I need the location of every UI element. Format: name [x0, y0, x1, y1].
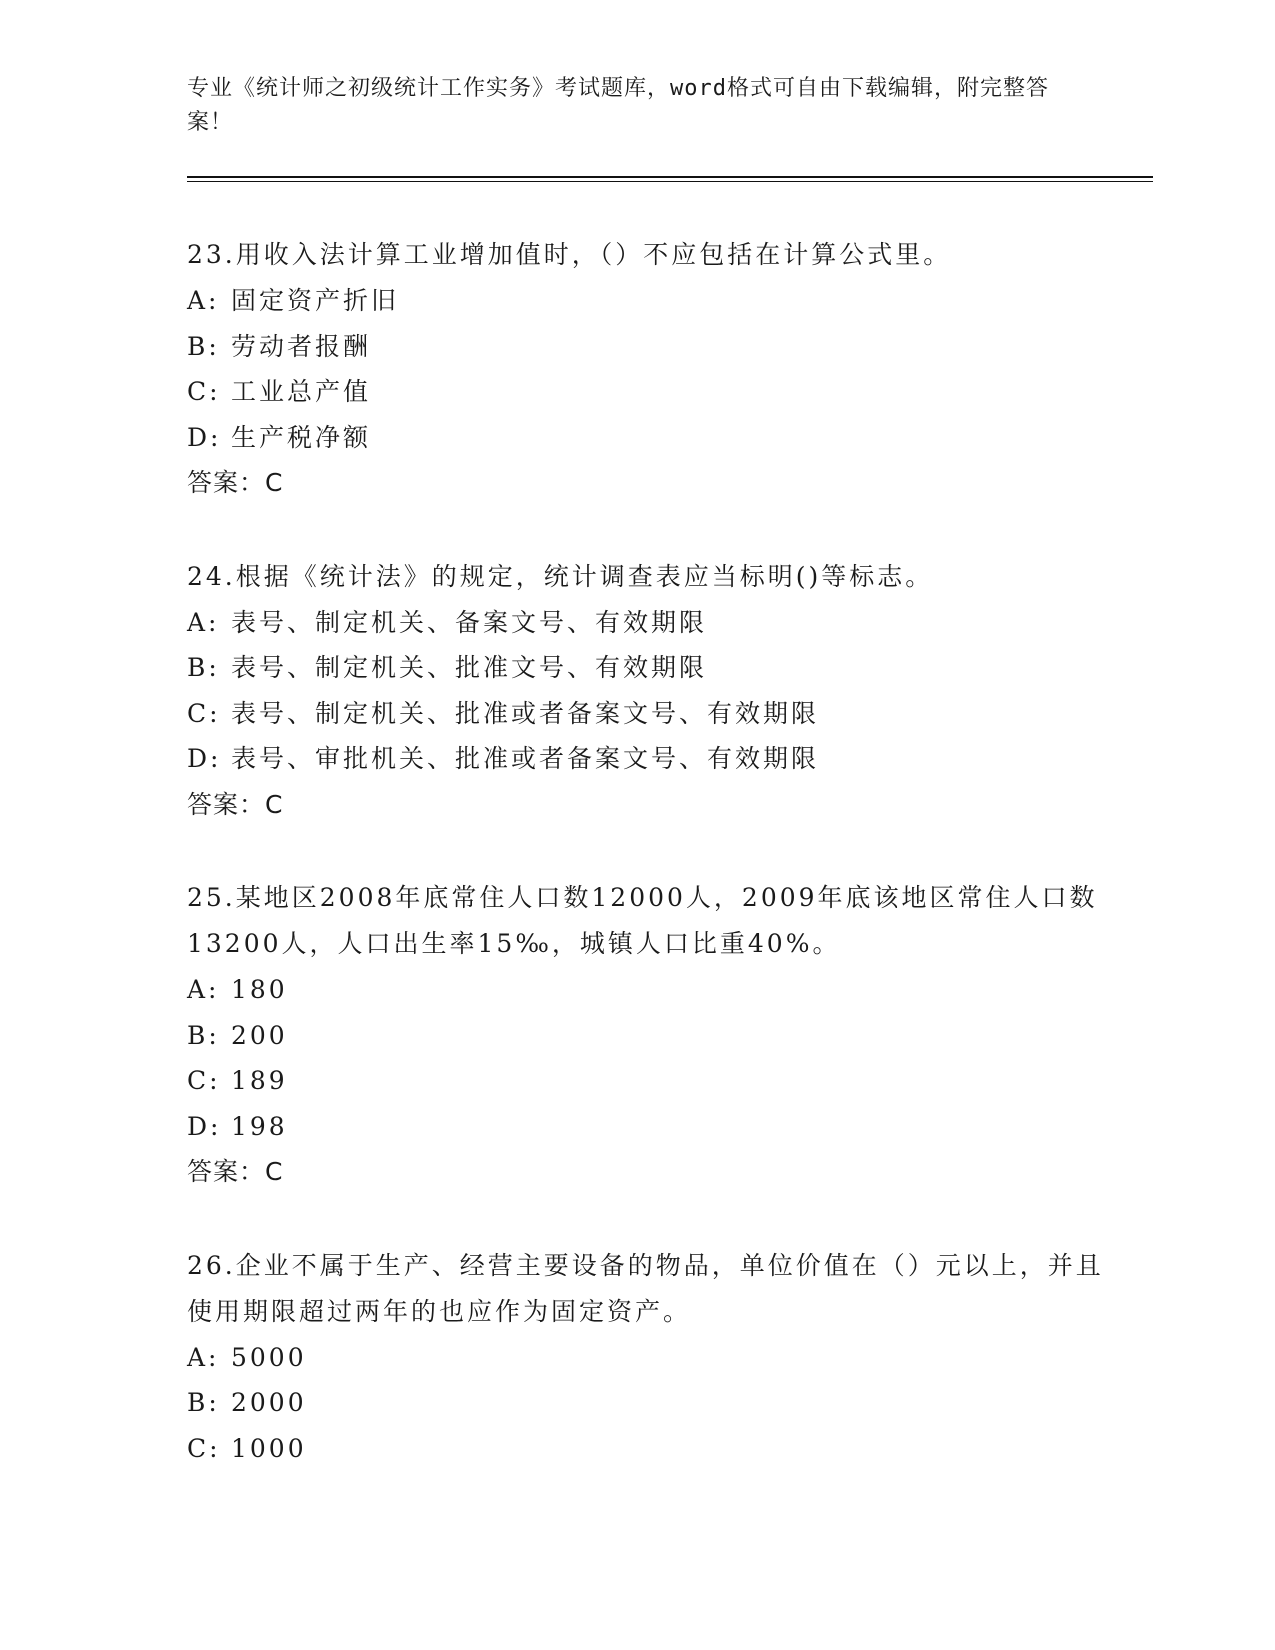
option-text: 表号、制定机关、批准文号、有效期限 — [231, 653, 708, 682]
option-label: C: — [187, 698, 221, 728]
option-b — [187, 324, 1117, 370]
option-label: B: — [187, 1020, 220, 1050]
option-text: 生产税净额 — [231, 422, 372, 452]
question-23 — [187, 232, 1117, 506]
option-c — [187, 1058, 1117, 1104]
option-b — [187, 645, 1117, 691]
option-label: C: — [187, 1433, 221, 1463]
option-a — [187, 967, 1117, 1013]
option-a — [187, 1335, 1117, 1381]
question-stem: 24.根据《统计法》的规定，统计调查表应当标明()等标志。 — [187, 561, 934, 591]
option-text: 表号、审批机关、批准或者备案文号、有效期限 — [231, 744, 820, 773]
option-c — [187, 691, 1117, 737]
answer: 答案：C — [187, 789, 284, 819]
answer: 答案：C — [187, 468, 284, 497]
option-text: 5000 — [231, 1342, 307, 1372]
question-stem: 26.企业不属于生产、经营主要设备的物品，单位价值在（）元以上，并且使用期限超过两年的也应作为固定资产。 — [187, 1250, 1104, 1326]
option-b — [187, 1380, 1117, 1426]
option-b — [187, 1013, 1117, 1059]
option-c — [187, 369, 1117, 415]
option-d — [187, 736, 1117, 782]
option-text: 198 — [231, 1111, 288, 1141]
question-25 — [187, 875, 1117, 1195]
option-text: 劳动者报酬 — [231, 331, 372, 361]
option-label: D: — [187, 744, 222, 773]
option-a — [187, 278, 1117, 324]
option-text: 工业总产值 — [231, 377, 372, 406]
header-divider — [187, 176, 1153, 182]
option-c — [187, 1426, 1117, 1472]
option-label: B: — [187, 653, 220, 682]
option-text: 180 — [231, 975, 288, 1004]
option-label: A: — [187, 286, 220, 315]
option-text: 189 — [231, 1066, 288, 1095]
option-d — [187, 415, 1117, 461]
option-label: A: — [187, 1342, 220, 1372]
option-text: 表号、制定机关、备案文号、有效期限 — [231, 607, 708, 637]
question-26 — [187, 1243, 1117, 1472]
option-label: A: — [187, 975, 220, 1004]
option-label: A: — [187, 607, 220, 637]
document-header: 专业《统计师之初级统计工作实务》考试题库，word格式可自由下载编辑，附完整答案！ — [187, 76, 1049, 135]
option-label: D: — [187, 422, 222, 452]
option-label: C: — [187, 377, 221, 406]
option-label: C: — [187, 1066, 221, 1095]
option-label: B: — [187, 1388, 220, 1417]
option-text: 表号、制定机关、批准或者备案文号、有效期限 — [231, 698, 820, 728]
option-label: D: — [187, 1111, 222, 1141]
question-24 — [187, 554, 1117, 828]
question-stem: 25.某地区2008年底常住人口数12000人，2009年底该地区常住人口数13200人，人口出生率15‰，城镇人口比重40%。 — [187, 883, 1098, 958]
option-a — [187, 600, 1117, 646]
option-d — [187, 1104, 1117, 1150]
question-stem: 23.用收入法计算工业增加值时，（）不应包括在计算公式里。 — [187, 240, 952, 269]
answer: 答案：C — [187, 1157, 284, 1186]
option-text: 1000 — [231, 1433, 307, 1463]
option-label: B: — [187, 331, 220, 361]
option-text: 200 — [231, 1020, 288, 1050]
question-list — [187, 232, 1117, 1519]
option-text: 固定资产折旧 — [231, 286, 400, 315]
option-text: 2000 — [231, 1388, 307, 1417]
